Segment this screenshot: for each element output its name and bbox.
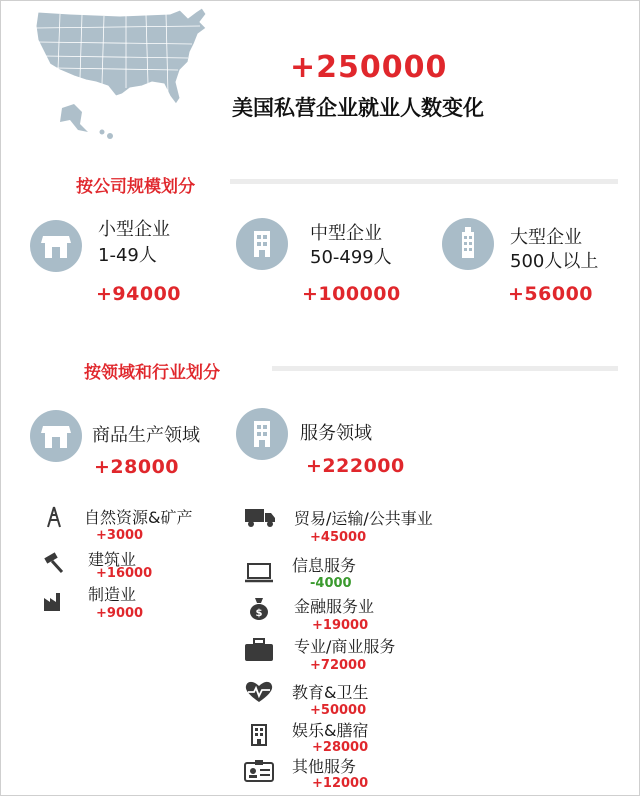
small-business-value: +94000 [96,283,182,305]
shop-icon [30,220,82,272]
professional-business-value: +72000 [310,658,367,673]
large-business-range: 500人以上 [510,251,599,272]
professional-business-label: 专业/商业服务 [294,637,396,656]
money-bag-icon [248,596,270,620]
oil-rig-icon [44,506,64,528]
medium-business-label: 中型企业 [310,223,382,244]
heart-pulse-icon [244,680,274,704]
page-title: 美国私营企业就业人数变化 [232,96,484,120]
laptop-icon [244,562,274,584]
hammer-icon [42,552,66,574]
goods-producing-value: +28000 [94,456,180,478]
leisure-hospitality-label: 娱乐&膳宿 [292,721,369,740]
office-building-icon [236,218,288,270]
truck-icon [244,506,276,528]
trade-transport-value: +45000 [310,530,367,545]
small-business-label: 小型企业 [98,219,170,240]
briefcase-icon [244,638,274,662]
construction-value: +16000 [96,566,153,581]
us-map-icon [30,4,226,144]
trade-transport-label: 贸易/运输/公共事业 [294,509,433,528]
construction-label: 建筑业 [88,550,137,569]
svg-text:$: $ [255,608,263,619]
manufacturing-label: 制造业 [88,585,137,604]
goods-producing-label: 商品生产领域 [92,425,200,446]
education-health-value: +50000 [310,703,367,718]
shop-icon [30,410,82,462]
financial-value: +19000 [312,618,369,633]
office-building-icon [236,408,288,460]
section-heading-by-size: 按公司规模划分 [76,177,195,197]
other-services-value: +12000 [312,776,369,791]
hotel-icon [248,722,270,746]
manufacturing-value: +9000 [96,606,144,621]
other-services-label: 其他服务 [292,757,357,776]
skyscraper-icon [442,218,494,270]
total-change-value: +250000 [290,50,448,85]
service-providing-label: 服务领域 [300,423,372,444]
information-label: 信息服务 [292,556,357,575]
financial-label: 金融服务业 [294,597,375,616]
factory-icon [42,590,66,612]
large-business-label: 大型企业 [510,227,582,248]
large-business-value: +56000 [508,283,594,305]
leisure-hospitality-value: +28000 [312,740,369,755]
small-business-range: 1-49人 [98,245,157,266]
service-providing-value: +222000 [306,455,405,477]
natural-resources-value: +3000 [96,528,144,543]
medium-business-range: 50-499人 [310,247,392,268]
natural-resources-label: 自然资源&矿产 [84,508,193,527]
section-heading-by-sector: 按领域和行业划分 [84,363,220,383]
education-health-label: 教育&卫生 [292,683,369,702]
section-divider [230,179,618,184]
id-card-icon [244,760,274,782]
section-divider [272,366,618,371]
medium-business-value: +100000 [302,283,401,305]
information-value: -4000 [310,576,352,591]
